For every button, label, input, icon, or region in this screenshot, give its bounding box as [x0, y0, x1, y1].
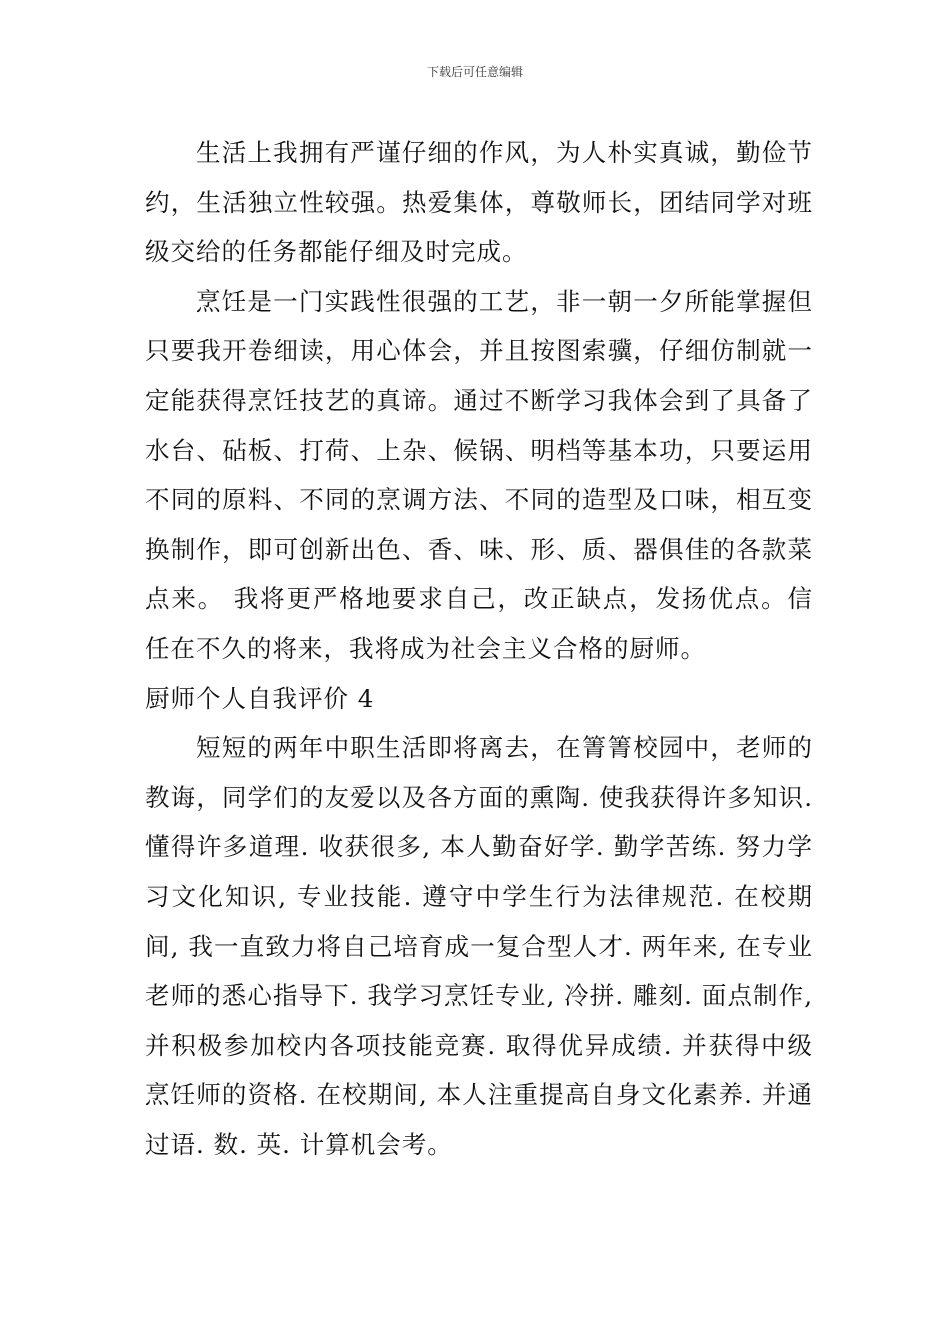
- paragraph-cooking-skills: 烹饪是一门实践性很强的工艺，非一朝一夕所能掌握但只要我开卷细读，用心体会，并且按图索骥，仔细仿制就一定能获得烹饪技艺的真谛。通过不断学习我体会到了具备了水台、砧板、打荷、上杂、候锅、明档等基本功，只要运用不同的原料、不同的烹调方法、不同的造型及口味，相互变换制作，即可创新出色、香、味、形、质、器俱佳的各款菜点来。 我将更严格地要求自己，改正缺点，发扬优点。信任在不久的将来，我将成为社会主义合格的厨师。: [145, 286, 813, 663]
- paragraph-school-life: 短短的两年中职生活即将离去，在箐箐校园中，老师的教诲，同学们的友爱以及各方面的熏陶. 使我获得许多知识. 懂得许多道理. 收获很多, 本人勤奋好学. 勤学苦练. 努力学习文化知识, 专业技能. 遵守中学生行为法律规范. 在校期间, 我一直致力将自己培育成一复合型人才. 两年来, 在专业老师的悉心指导下. 我学习烹饪专业, 冷拼. 雕刻. 面点制作, 并积极参加校内各项技能竞赛. 取得优异成绩. 并获得中级烹饪师的资格. 在校期间, 本人注重提高自身文化素养. 并通过语. 数. 英. 计算机会考。: [145, 733, 813, 1159]
- section-heading: 厨师个人自我评价 4: [145, 683, 375, 713]
- edit-notice: 下载后可任意编辑: [426, 65, 523, 79]
- paragraph-lifestyle: 生活上我拥有严谨仔细的作风，为人朴实真诚，勤俭节约，生活独立性较强。热爱集体，尊敬师长，团结同学对班级交给的任务都能仔细及时完成。: [145, 138, 813, 267]
- document-body: [145, 128, 813, 1169]
